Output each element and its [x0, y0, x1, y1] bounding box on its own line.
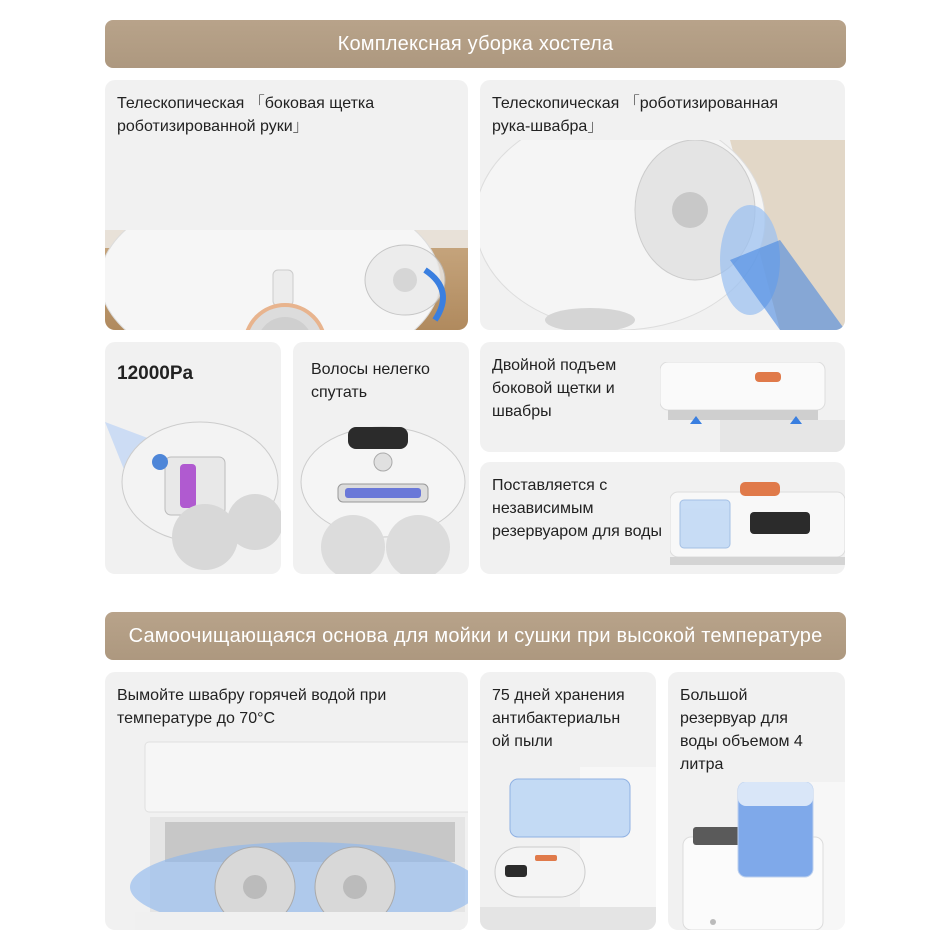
robot-suction-image	[105, 412, 281, 574]
section-banner-base	[105, 612, 846, 660]
feature-card-dust-storage	[480, 672, 656, 930]
feature-text: Большой резервуар для воды объемом 4 литра	[680, 687, 803, 773]
base-hot-wash-image	[105, 722, 468, 930]
robot-brush-image	[293, 422, 469, 574]
feature-card-hair-tangle	[293, 342, 469, 574]
feature-text: Вымойте швабру горячей водой при температуре до 70°C	[117, 687, 387, 727]
section-title: Самоочищающаяся основа для мойки и сушки при высокой температуре	[128, 624, 823, 647]
feature-card-mop-arm	[480, 80, 845, 330]
base-dust-bag-image	[480, 767, 656, 930]
section-title: Комплексная уборка хостела	[337, 32, 614, 55]
feature-text: Телескопическая 「боковая щетка роботизированной руки」	[117, 95, 375, 135]
feature-card-suction	[105, 342, 281, 574]
feature-text: Волосы нелегко спутать	[311, 361, 430, 401]
feature-text: 75 дней хранения антибактериальн ой пыли	[492, 687, 625, 750]
base-water-tank-image	[668, 782, 845, 930]
section-banner-cleaning	[105, 20, 846, 68]
robot-lift-image	[660, 362, 845, 452]
robot-mop-arm-image	[480, 140, 845, 330]
feature-card-side-brush-arm	[105, 80, 468, 330]
feature-card-hot-wash	[105, 672, 468, 930]
feature-text: 12000Pa	[117, 363, 194, 384]
feature-card-big-tank	[668, 672, 845, 930]
robot-side-brush-image	[105, 230, 468, 330]
feature-text: Поставляется с независимым резервуаром для воды	[492, 477, 662, 540]
feature-card-water-tank	[480, 462, 845, 574]
feature-text: Двойной подъем боковой щетки и швабры	[492, 357, 617, 420]
feature-card-dual-lift	[480, 342, 845, 452]
feature-text: Телескопическая 「роботизированная рука-швабра」	[492, 95, 779, 135]
